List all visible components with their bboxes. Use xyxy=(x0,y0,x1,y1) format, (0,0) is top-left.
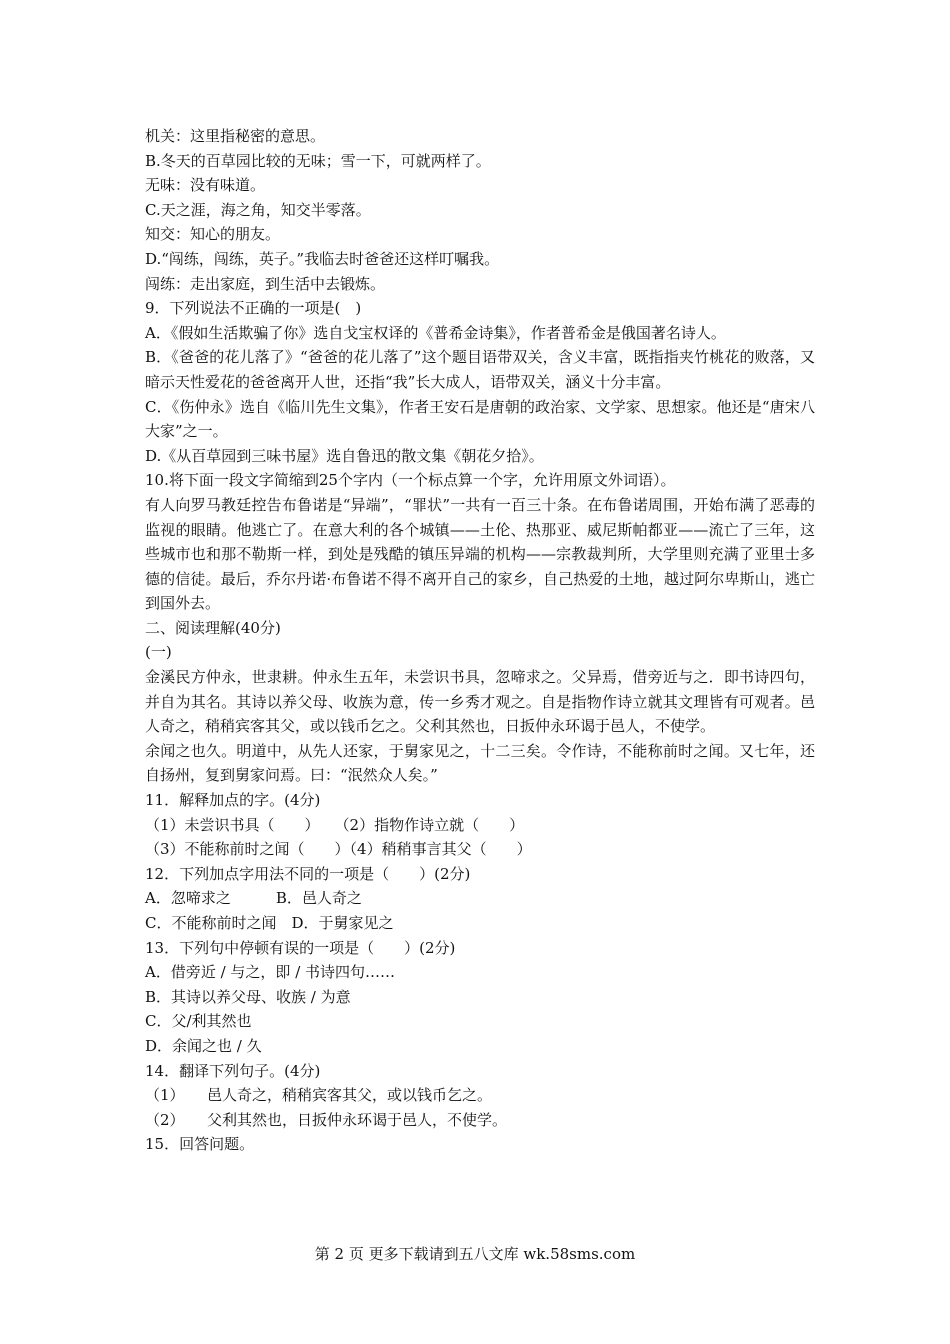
text-line: 11．解释加点的字。(4分) xyxy=(145,791,321,810)
text-line: 10.将下面一段文字简缩到25个字内（一个标点算一个字，允许用原文外词语）。 xyxy=(145,471,676,490)
text-paragraph: 金溪民方仲永，世隶耕。仲永生五年，未尝识书具，忽啼求之。父异焉，借旁近与之．即书诗四句，并自为其名。其诗以养父母、收族为意，传一乡秀才观之。自是指物作诗立就其文理皆有可观者。邑人奇之，稍稍宾客其父，或以钱币乞之。父利其然也，日扳仲永环谒于邑人，不使学。 xyxy=(145,668,815,736)
text-line: 无味：没有味道。 xyxy=(145,176,266,195)
text-line: D.《从百草园到三味书屋》选自鲁迅的散文集《朝花夕拾》。 xyxy=(145,446,544,465)
text-line: 13．下列句中停顿有误的一项是（ ）(2分) xyxy=(145,938,456,957)
text-line: A．借旁近 / 与之，即 / 书诗四句…… xyxy=(145,963,396,982)
text-line: 二、阅读理解(40分) xyxy=(145,618,281,637)
page-footer: 第 2 页 更多下载请到五八文库 wk.58sms.com xyxy=(314,1245,636,1263)
text-line: A．《假如生活欺骗了你》选自戈宝权译的《普希金诗集》，作者普希金是俄国著名诗人。 xyxy=(145,323,726,342)
text-paragraph: 有人向罗马教廷控告布鲁诺是“异端”，“罪状”一共有一百三十条。在布鲁诺周围，开始布满了恶毒的监视的眼睛。他逃亡了。在意大利的各个城镇——土伦、热那亚、威尼斯帕都亚——流亡了三年，这些城市也和那不勒斯一样，到处是残酷的镇压异端的机构——宗教裁判所，大学里则充满了亚里士多德的信徒。最后，乔尔丹诺·布鲁诺不得不离开自己的家乡，自己热爱的土地，越过阿尔卑斯山，逃亡到国外去。 xyxy=(145,495,815,613)
text-line: 12．下列加点字用法不同的一项是（ ）(2分) xyxy=(145,864,471,883)
text-line: （2） 父利其然也，日扳仲永环谒于邑人，不使学。 xyxy=(145,1110,508,1129)
text-line: C．不能称前时之闻 D．于舅家见之 xyxy=(145,914,394,932)
text-line: (一) xyxy=(145,643,172,662)
document-body xyxy=(145,124,815,1157)
text-line: A．忽啼求之 B．邑人奇之 xyxy=(145,889,362,908)
text-line: 知交：知心的朋友。 xyxy=(145,225,281,244)
text-line: C．父/利其然也 xyxy=(145,1012,252,1031)
text-line: D.“闯练，闯练，英子。”我临去时爸爸还这样叮嘱我。 xyxy=(145,249,500,268)
text-line: B．其诗以养父母、收族 / 为意 xyxy=(145,987,351,1006)
text-line: 闯练：走出家庭，到生活中去锻炼。 xyxy=(145,274,386,293)
text-line: 15．回答问题。 xyxy=(145,1135,255,1154)
text-line: （3）不能称前时之闻（ ）（4）稍稍事言其父（ ） xyxy=(145,840,532,859)
text-line: （1） 邑人奇之，稍稍宾客其父，或以钱币乞之。 xyxy=(145,1086,493,1105)
text-line: B.冬天的百草园比较的无味；雪一下，可就两样了。 xyxy=(145,151,491,170)
text-line: 9．下列说法不正确的一项是( ) xyxy=(145,299,362,318)
text-line: D．余闻之也 / 久 xyxy=(145,1036,262,1055)
text-line: （1）未尝识书具（ ） （2）指物作诗立就（ ） xyxy=(145,815,525,834)
text-paragraph: B．《爸爸的花儿落了》“爸爸的花儿落了”这个题目语带双关，含义丰富，既指指夹竹桃花的败落，又暗示天性爱花的爸爸离开人世，还指“我”长大成人，语带双关，涵义十分丰富。 xyxy=(145,348,815,391)
text-paragraph: 余闻之也久。明道中，从先人还家，于舅家见之，十二三矣。令作诗，不能称前时之闻。又七年，还自扬州，复到舅家问焉。曰：“泯然众人矣。” xyxy=(145,741,815,785)
text-line: 机关：这里指秘密的意思。 xyxy=(145,127,326,145)
text-paragraph: C．《伤仲永》选自《临川先生文集》，作者王安石是唐朝的政治家、文学家、思想家。他还是“唐宋八大家”之一。 xyxy=(145,397,815,441)
text-line: C.天之涯，海之角，知交半零落。 xyxy=(145,200,371,219)
text-line: 14．翻译下列句子。(4分) xyxy=(145,1061,321,1080)
